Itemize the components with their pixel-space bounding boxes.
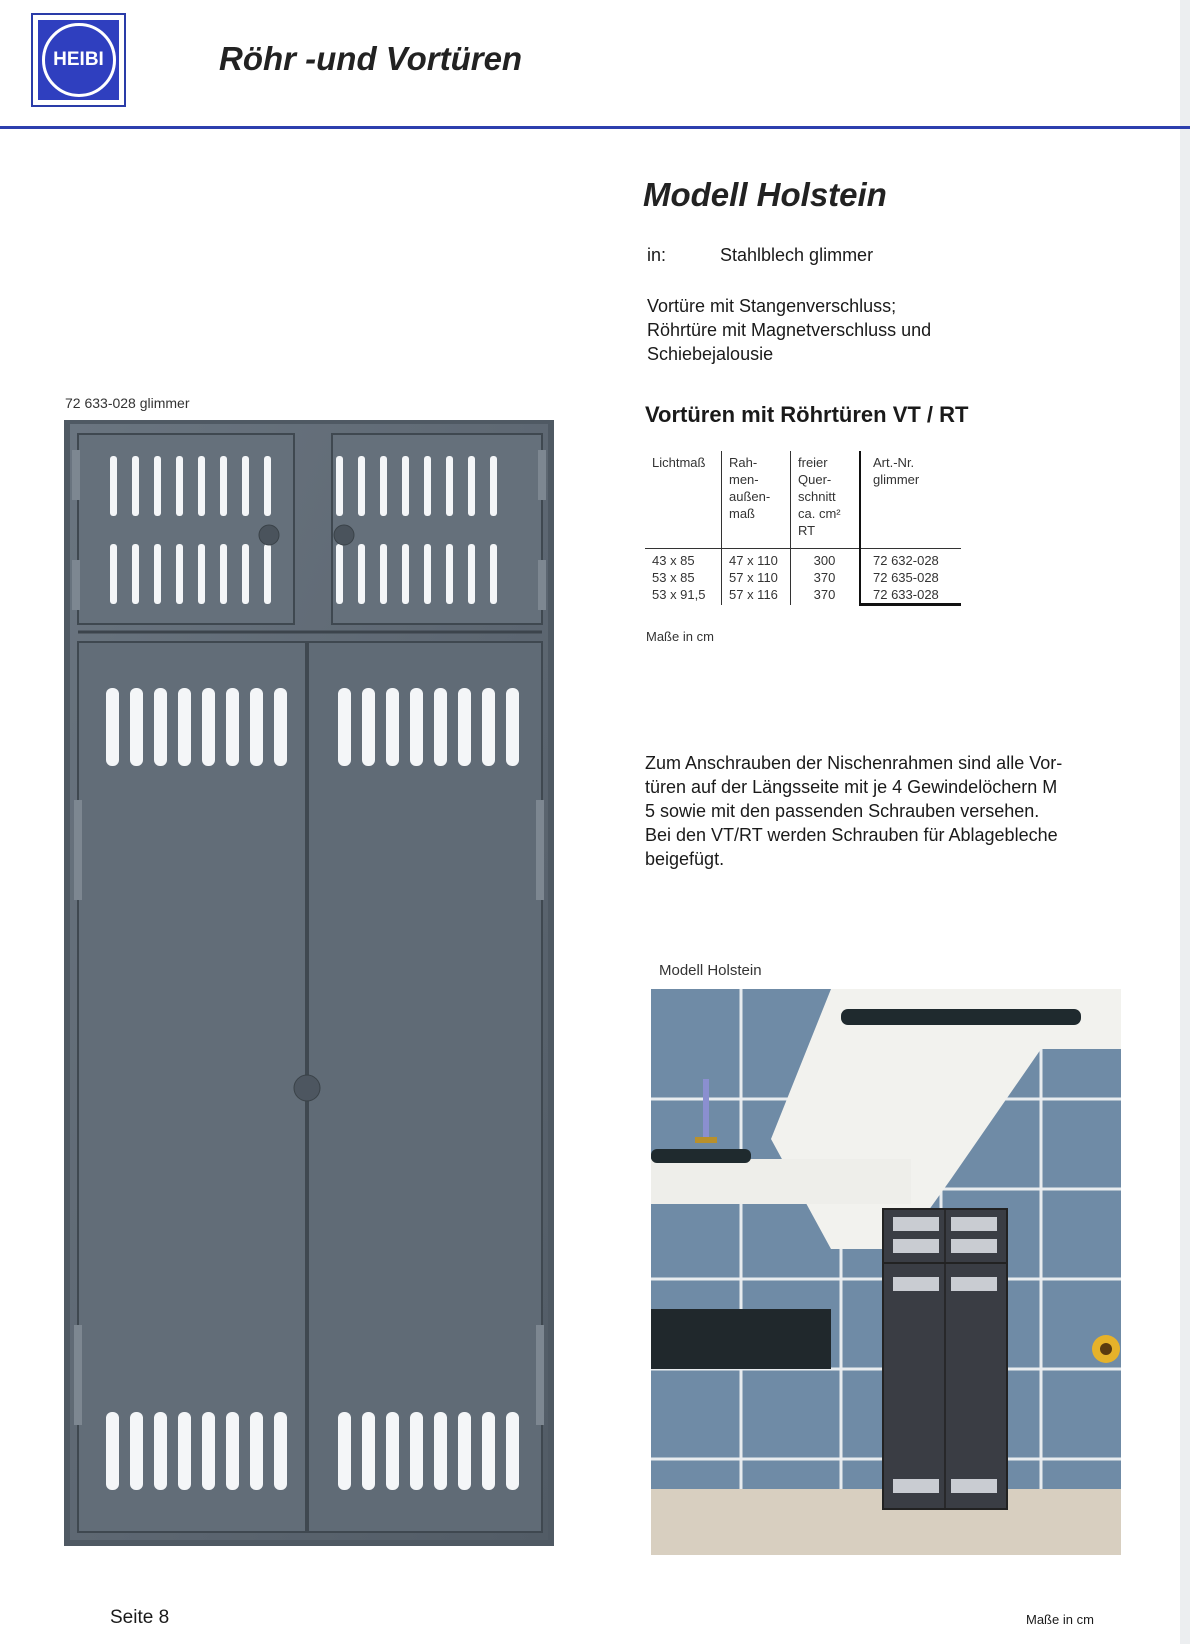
- page-title: Röhr -und Vortüren: [219, 40, 523, 77]
- col-header-lichtmass: Lichtmaß: [652, 455, 706, 470]
- room-photo-caption: Modell Holstein: [659, 962, 762, 979]
- installation-room-photo: [651, 989, 1121, 1555]
- table-unit-note: Maße in cm: [646, 629, 714, 644]
- material-value: Stahlblech glimmer: [720, 245, 874, 265]
- model-title: Modell Holstein: [643, 176, 887, 213]
- spec-table: [645, 451, 961, 606]
- note-line: Bei den VT/RT werden Schrauben für Ablagebleche: [645, 825, 1058, 845]
- table-cell: 43 x 85 53 x 85 53 x 91,5: [645, 549, 722, 605]
- page-edge: [1180, 0, 1190, 1644]
- material-label: in:: [647, 245, 667, 265]
- footer-unit-note: Maße in cm: [1026, 1612, 1094, 1627]
- description-line: Röhrtüre mit Magnetverschluss und: [647, 320, 932, 340]
- description-line: Vortüre mit Stangenverschluss;: [647, 296, 897, 316]
- note-line: türen auf der Längsseite mit je 4 Gewindelöchern M: [645, 777, 1058, 797]
- table-header-row: [645, 451, 961, 549]
- product-description: [647, 294, 1047, 366]
- table-cell: 72 632-028 72 635-028 72 633-028: [860, 549, 961, 605]
- note-line: Zum Anschrauben der Nischenrahmen sind alle Vor-: [645, 753, 1063, 773]
- product-image-caption: 72 633-028 glimmer: [65, 395, 190, 411]
- table-cell: 300 370 370: [791, 549, 861, 605]
- description-line: Schiebejalousie: [647, 344, 774, 364]
- col-header-art-nr: Art.-Nr. glimmer: [860, 451, 961, 549]
- logo-text: HEIBI: [42, 23, 116, 97]
- note-line: beigefügt.: [645, 849, 725, 869]
- col-header-rahmenaussenmass: Rah- men- außen- maß: [722, 451, 791, 549]
- page-number: Seite 8: [110, 1607, 170, 1628]
- col-header-querschnitt: freier Quer- schnitt ca. cm² RT: [791, 451, 861, 549]
- header-divider: [0, 126, 1190, 129]
- table-title: Vortüren mit Röhrtüren VT / RT: [645, 402, 969, 427]
- table-row: [645, 549, 961, 605]
- note-line: 5 sowie mit den passenden Schrauben versehen.: [645, 801, 1040, 821]
- heibi-logo: [31, 13, 126, 107]
- door-product-photo: [64, 420, 554, 1546]
- table-cell: 47 x 110 57 x 110 57 x 116: [722, 549, 791, 605]
- mounting-note: [645, 751, 1115, 871]
